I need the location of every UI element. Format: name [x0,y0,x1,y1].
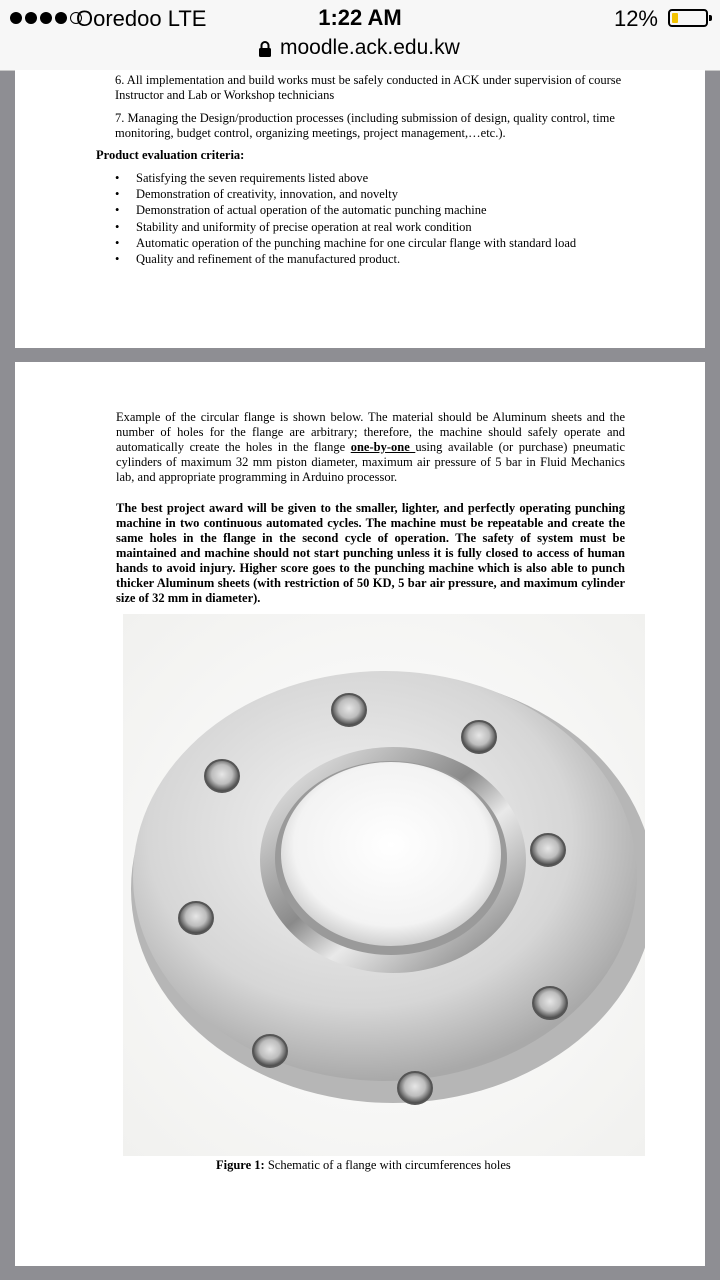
address-bar[interactable] [0,36,720,71]
carrier-label: Ooredoo LTE [76,6,207,31]
battery-percent: 12% [613,6,658,31]
figure-caption [216,1158,511,1173]
document-page-2 [15,362,705,1266]
lock-icon [258,40,272,58]
list-item: • Automatic operation of the punching machine for one circular flange with standard load [115,235,576,251]
list-item: • Stability and uniformity of precise operation at real work condition [115,219,576,235]
list-item: • Quality and refinement of the manufactured product. [115,251,576,267]
example-text-end: using available (or purchase) pneumatic cylinders of maximum 32 mm piston diameter, maximum air pressure of 5 bar in Fluid Mechanics lab, and appropriate programming in Arduino processor. [116,440,625,484]
requirement-7: 7. Managing the Design/production processes (including submission of design, quality control, time monitoring, budget control, organizing meetings, project management,…etc.). [115,111,615,140]
example-text: Example of the circular flange is shown below. The material should be Aluminum sheets and the number of holes for the flange are arbitrary; therefore, the machine should safely operate and automatically create the holes in the flange [116,410,625,454]
url-text[interactable]: moodle.ack.edu.kw [280,36,460,59]
list-item: • Demonstration of actual operation of the automatic punching machine [115,202,576,218]
example-paragraph [116,410,625,485]
document-page-1 [15,70,705,348]
requirement-6: 6. All implementation and build works must be safely conducted in ACK under supervision of course Instructor and Lab or Workshop technicians [115,73,622,102]
list-item: • Satisfying the seven requirements listed above [115,170,576,186]
evaluation-heading: Product evaluation criteria: [96,148,245,162]
list-item: • Demonstration of creativity, innovation, and novelty [115,186,576,202]
figure-label: Figure 1: [216,1158,265,1172]
figure-caption-text: Schematic of a flange with circumferences holes [264,1158,511,1172]
award-paragraph: The best project award will be given to the smaller, lighter, and perfectly operating punching machine in two continuous automated cycles. The machine must be repeatable and create the same holes in the flange in the second cycle of operation. The safety of system must be maintained and machine should not start punching unless it is fully closed to access of human hands to avoid injury. Higher score goes to the punching machine which is also able to punch thicker Aluminum sheets (with restriction of 50 KD, 5 bar air pressure, and maximum cylinder size of 32 mm in diameter). [116,501,625,605]
one-by-one-emphasis: one-by-one [350,440,416,454]
evaluation-criteria-list [115,170,576,267]
flange-figure [123,614,645,1156]
status-bar [0,0,720,36]
battery-icon [668,9,708,27]
clock: 1:22 AM [318,5,402,30]
